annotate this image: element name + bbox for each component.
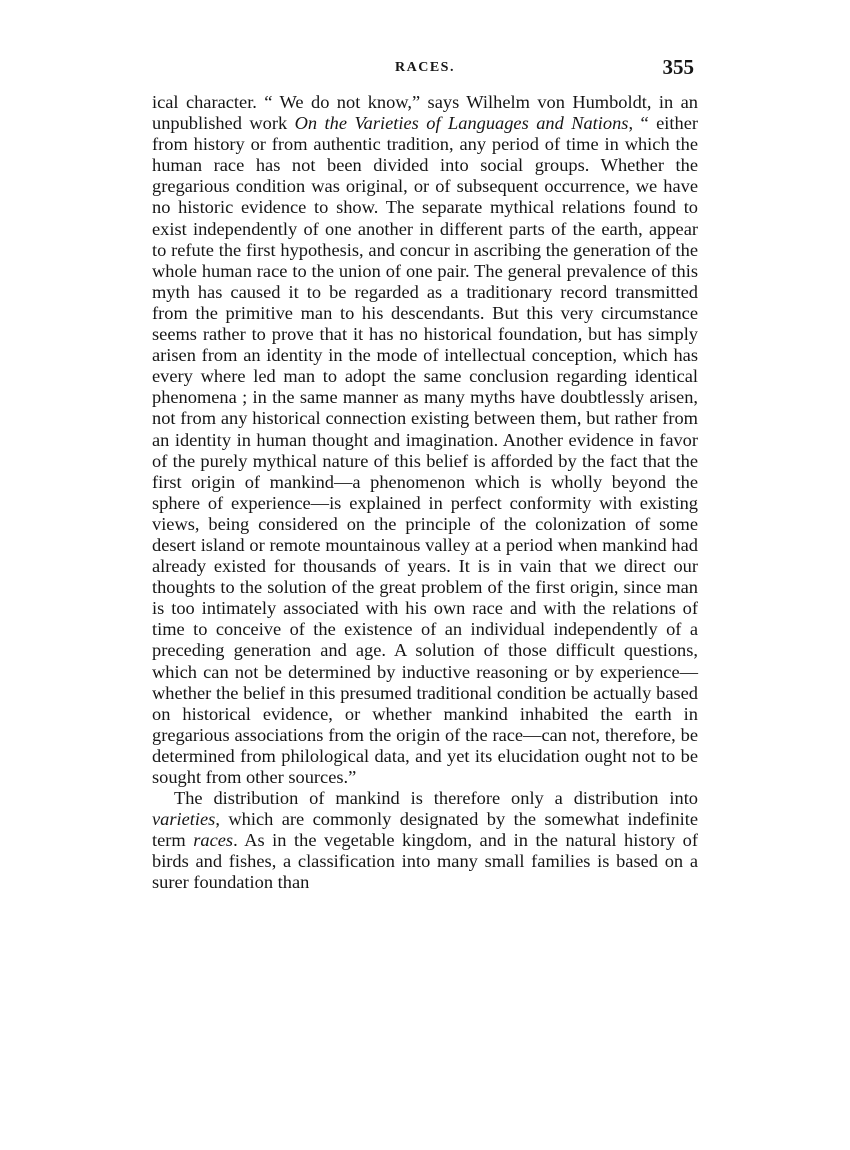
- text-run: . As in the vegetable kingdom, and in the natural history of birds and fishes, a classification into many small families is based on a surer foundation than: [152, 830, 698, 893]
- text-run: , “ either from history or from authentic tradition, any period of time in which the human race has not been divided into social groups. Whether the gregarious condition was original, or of subsequent occurrence, we have no historic evidence to show. The separate mythical relations found to exist independently of one another in different parts of the earth, appear to refute the first hypothesis, and concur in ascribing the generation of the whole human race to the union of one pair. The general prevalence of this myth has caused it to be regarded as a traditionary record transmitted from the primitive man to his descendants. But this very circumstance seems rather to prove that it has no historical foundation, but has simply arisen from an identity in the mode of intellectual conception, which has every where led man to adopt the same conclusion regarding identical phenomena ; in the same manner as many myths have doubtlessly arisen, not from any historical connection existing between them, but rather from an identity in human thought and imagination. Another evidence in favor of the purely mythical nature of this belief is afforded by the fact that the first origin of mankind—a phenomenon which is wholly beyond the sphere of experience—is explained in perfect conformity with existing views, being considered on the principle of the colonization of some desert island or remote mountainous valley at a period when mankind had already existed for thousands of years. It is in vain that we direct our thoughts to the solution of the great problem of the first origin, since man is too intimately associated with his own race and with the relations of time to conceive of the existence of an individual independently of a preceding generation and age. A solution of those difficult questions, which can not be determined by inductive reasoning or by experience—whether the belief in this presumed traditional condition be actually based on historical evidence, or whether mankind inhabited the earth in gregarious associations from the origin of the race—can not, therefore, be determined from philological data, and yet its elucidation ought not to be sought from other sources.”: [152, 113, 698, 787]
- italic-text-run: On the Varieties of Languages and Nations: [294, 113, 629, 134]
- running-title: RACES.: [395, 60, 455, 75]
- text-run: , which are commonly designated by the somewhat indefinite term: [152, 809, 698, 851]
- italic-text-run: varieties: [152, 809, 216, 830]
- paragraph: [152, 92, 698, 788]
- page-number: 355: [662, 55, 694, 79]
- book-page: [152, 52, 698, 894]
- italic-text-run: races: [193, 830, 234, 851]
- body-text: [152, 92, 698, 894]
- text-run: ical character. “ We do not know,” says Wilhelm von Humboldt, in an unpublished work: [152, 92, 698, 134]
- text-run: The distribution of mankind is therefore only a distribution into: [174, 788, 698, 809]
- paragraph: [152, 788, 698, 893]
- running-header: [152, 52, 698, 92]
